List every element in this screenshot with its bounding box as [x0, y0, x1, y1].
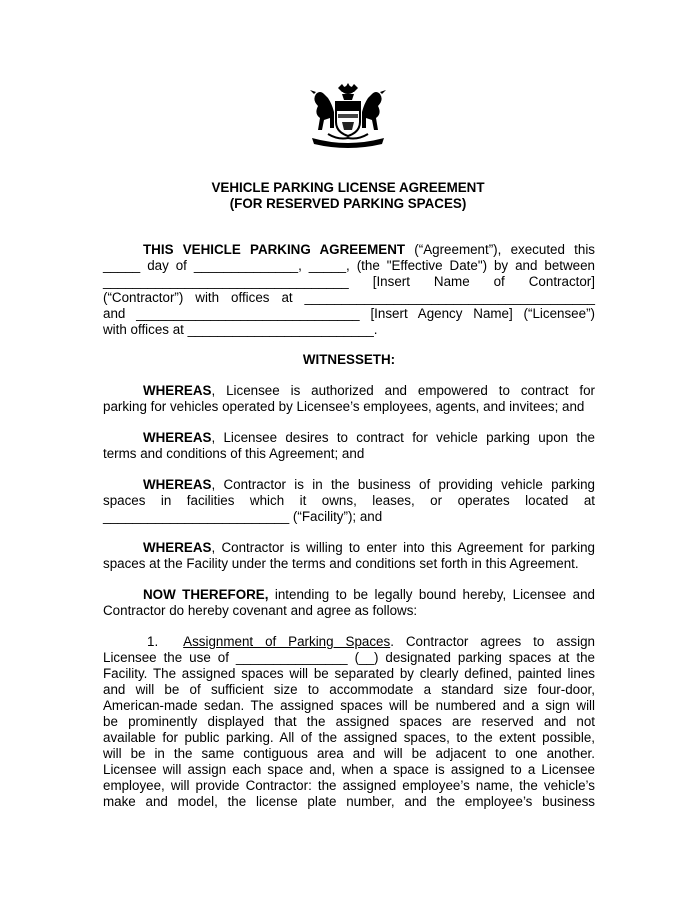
whereas-label: WHEREAS	[143, 383, 212, 398]
intro-line-3: _________________________________ [Insert Name of Contractor]	[103, 274, 595, 289]
intro-line-4: (“Contractor”) with offices at _______________________________________	[103, 290, 595, 305]
section-1-line: employee, will provide Contractor: the assigned employee’s name, the vehicle’s	[103, 778, 595, 793]
now-therefore-line-2: Contractor do hereby covenant and agree as follows:	[103, 603, 418, 618]
whereas-clause-2	[103, 430, 595, 462]
section-1-line: make and model, the license plate number, and the employee’s business	[103, 794, 595, 809]
coat-of-arms-seal-icon	[298, 82, 398, 152]
whereas-label: WHEREAS	[143, 430, 212, 445]
section-1-line: Licensee the use of _______________ (__) designated parking spaces at the	[103, 650, 595, 665]
whereas-3-line-3: _________________________ (“Facility”); and	[103, 509, 383, 524]
whereas-1-line-1: , Licensee is authorized and empowered to contract for	[211, 383, 595, 398]
section-1-line: and will be of sufficient size to accommodate a standard size four-door,	[103, 682, 595, 697]
whereas-clause-3	[103, 477, 595, 525]
document-title: VEHICLE PARKING LICENSE AGREEMENT	[211, 180, 485, 195]
section-1-assignment	[103, 634, 595, 810]
now-therefore-clause	[103, 587, 595, 619]
whereas-3-line-1: , Contractor is in the business of providing vehicle parking	[211, 477, 595, 492]
whereas-2-line-2: terms and conditions of this Agreement; and	[103, 446, 365, 461]
section-1-line: will be in the same contiguous area and will be adjacent to one another.	[103, 746, 595, 761]
intro-line-2: _____ day of ______________, _____, (the "Effective Date") by and between	[103, 258, 595, 273]
agreement-name: THIS VEHICLE PARKING AGREEMENT	[143, 242, 406, 257]
section-1-line: Licensee will assign each space and, when a space is assigned to a Licensee	[103, 762, 595, 777]
whereas-2-line-1: , Licensee desires to contract for vehicle parking upon the	[211, 430, 595, 445]
witnesseth-heading: WITNESSETH:	[302, 352, 396, 367]
whereas-clause-1	[103, 383, 595, 415]
intro-line-1: (“Agreement”), executed this	[405, 242, 596, 257]
whereas-4-line-1: , Contractor is willing to enter into this Agreement for parking	[211, 540, 595, 555]
document-subtitle: (FOR RESERVED PARKING SPACES)	[229, 196, 467, 211]
section-1-line: available for public parking. All of the assigned spaces, to the extent possible,	[103, 730, 595, 745]
section-1-line-1: . Contractor agrees to assign	[390, 634, 595, 649]
section-number: 1.	[147, 634, 159, 649]
intro-line-6: with offices at _________________________.	[103, 322, 378, 337]
section-1-line: Facility. The assigned spaces will be separated by clearly defined, painted lines	[103, 666, 595, 681]
section-1-line: be prominently displayed that the assigned spaces are reserved and not	[103, 714, 595, 729]
agreement-body	[103, 242, 595, 810]
whereas-4-line-2: spaces at the Facility under the terms and conditions set forth in this Agreement.	[103, 556, 579, 571]
section-heading: Assignment of Parking Spaces	[183, 634, 391, 649]
intro-line-5: and ______________________________ [Insert Agency Name] (“Licensee”)	[103, 306, 595, 321]
section-1-line: American-made sedan. The assigned spaces will be numbered and a sign will	[103, 698, 595, 713]
whereas-1-line-2: parking for vehicles operated by Licensee’s employees, agents, and invitees; and	[103, 399, 585, 414]
intro-paragraph	[103, 242, 595, 338]
whereas-label: WHEREAS	[143, 477, 212, 492]
whereas-label: WHEREAS	[143, 540, 212, 555]
now-therefore-label: NOW THEREFORE,	[143, 587, 269, 602]
whereas-3-line-2: spaces in facilities which it owns, leases, or operates located at	[103, 493, 595, 508]
whereas-clause-4	[103, 540, 595, 572]
now-therefore-line-1: intending to be legally bound hereby, Licensee and	[268, 587, 595, 602]
